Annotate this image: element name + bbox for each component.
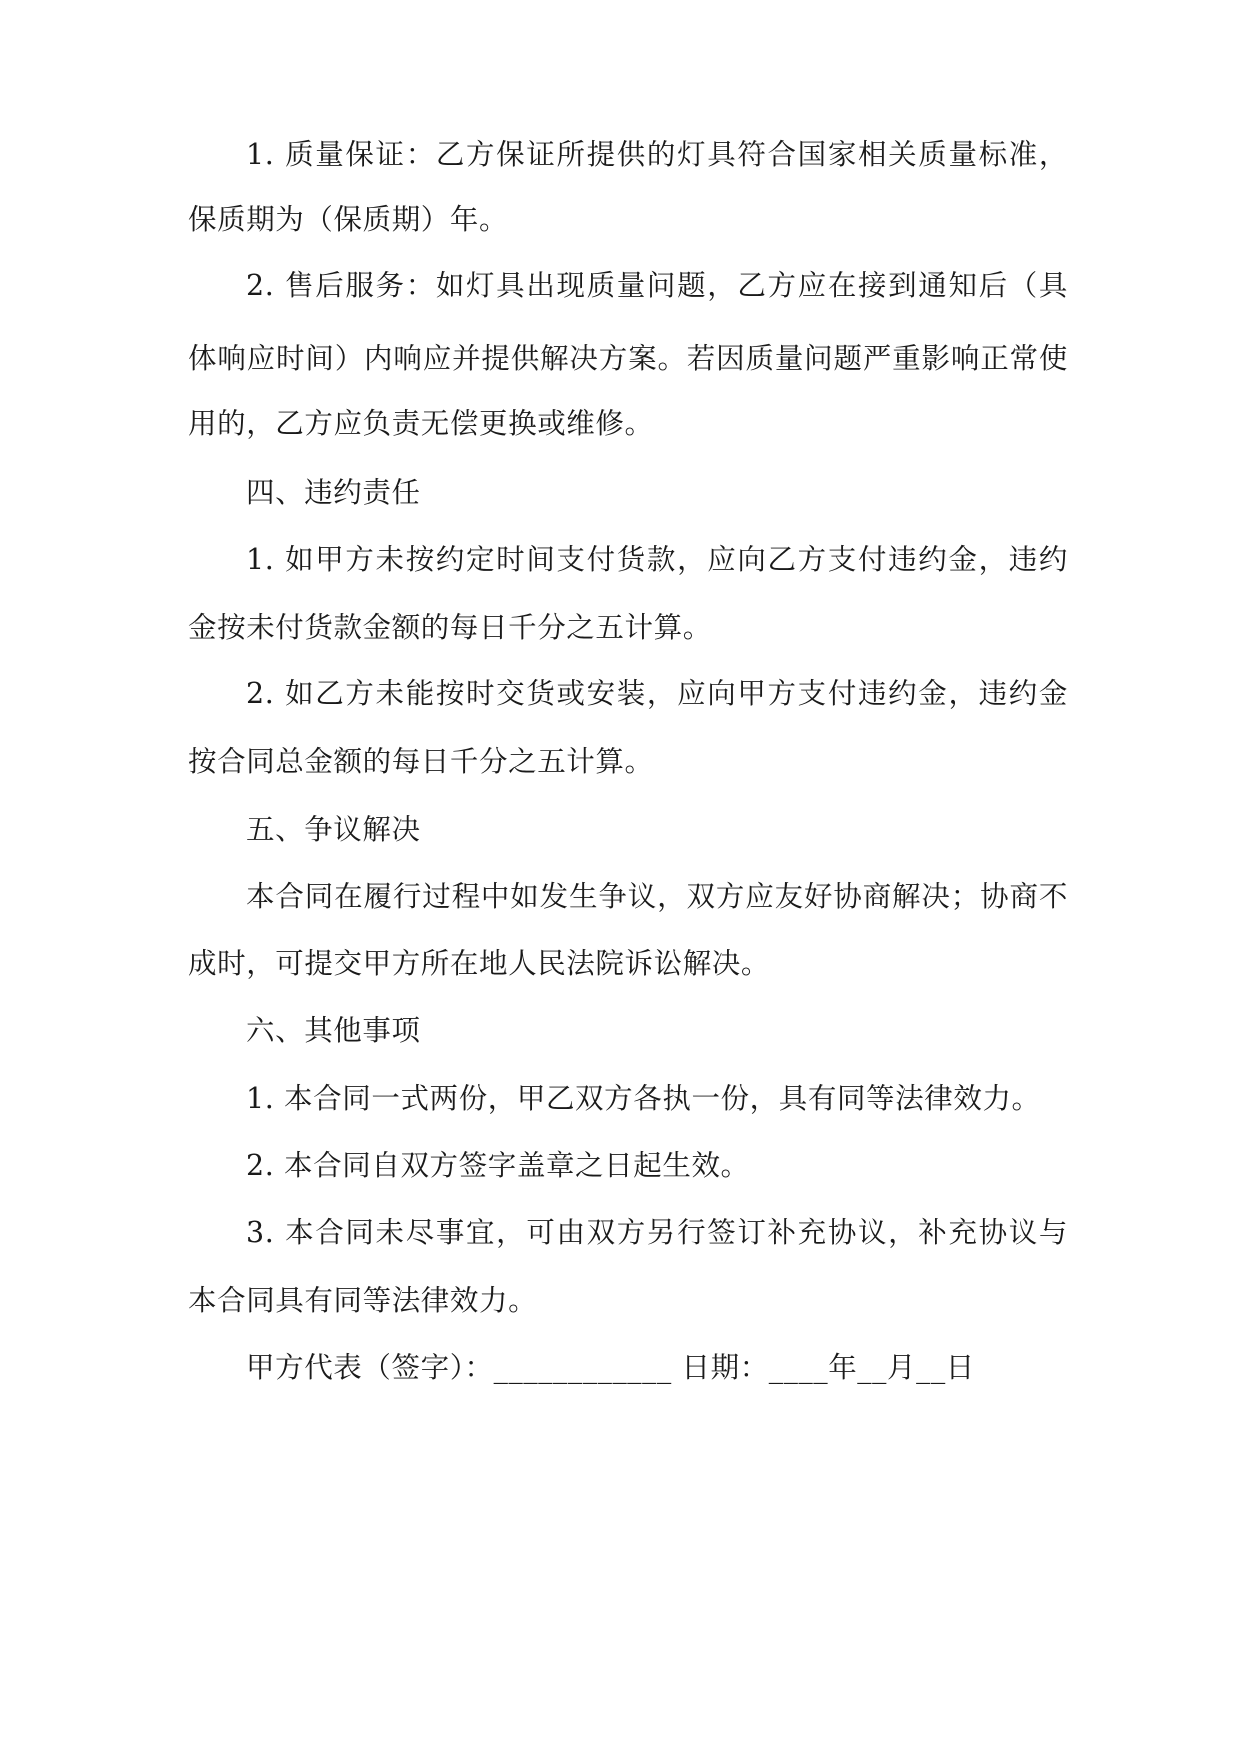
clause-quality-guarantee-cont: 保质期为（保质期）年。 (188, 203, 509, 236)
clause-breach-party-b-cont: 按合同总金额的每日千分之五计算。 (188, 745, 654, 778)
clause-copies: 1. 本合同一式两份，甲乙双方各执一份，具有同等法律效力。 (246, 1082, 1041, 1115)
clause-after-sales: 2. 售后服务：如灯具出现质量问题，乙方应在接到通知后（具 (246, 269, 1068, 302)
clause-after-sales-cont-2: 用的，乙方应负责无偿更换或维修。 (188, 407, 654, 440)
signature-line-party-a: 甲方代表（签字）：____________ 日期：____年__月__日 (246, 1351, 975, 1384)
clause-breach-party-b: 2. 如乙方未能按时交货或安装，应向甲方支付违约金，违约金 (246, 677, 1068, 710)
clause-supplement: 3. 本合同未尽事宜，可由双方另行签订补充协议，补充协议与 (246, 1216, 1068, 1249)
clause-dispute-cont: 成时，可提交甲方所在地人民法院诉讼解决。 (188, 947, 771, 980)
clause-breach-party-a-cont: 金按未付货款金额的每日千分之五计算。 (188, 611, 712, 644)
section-heading-other: 六、其他事项 (246, 1014, 421, 1047)
clause-breach-party-a: 1. 如甲方未按约定时间支付货款，应向乙方支付违约金，违约 (246, 543, 1068, 576)
clause-dispute: 本合同在履行过程中如发生争议，双方应友好协商解决；协商不 (246, 880, 1068, 913)
section-heading-dispute: 五、争议解决 (246, 813, 421, 846)
clause-quality-guarantee: 1. 质量保证：乙方保证所提供的灯具符合国家相关质量标准， (246, 138, 1068, 171)
clause-after-sales-cont-1: 体响应时间）内响应并提供解决方案。若因质量问题严重影响正常使 (188, 342, 1068, 375)
clause-effective: 2. 本合同自双方签字盖章之日起生效。 (246, 1149, 750, 1182)
section-heading-breach: 四、违约责任 (246, 476, 421, 509)
clause-supplement-cont: 本合同具有同等法律效力。 (188, 1284, 538, 1317)
